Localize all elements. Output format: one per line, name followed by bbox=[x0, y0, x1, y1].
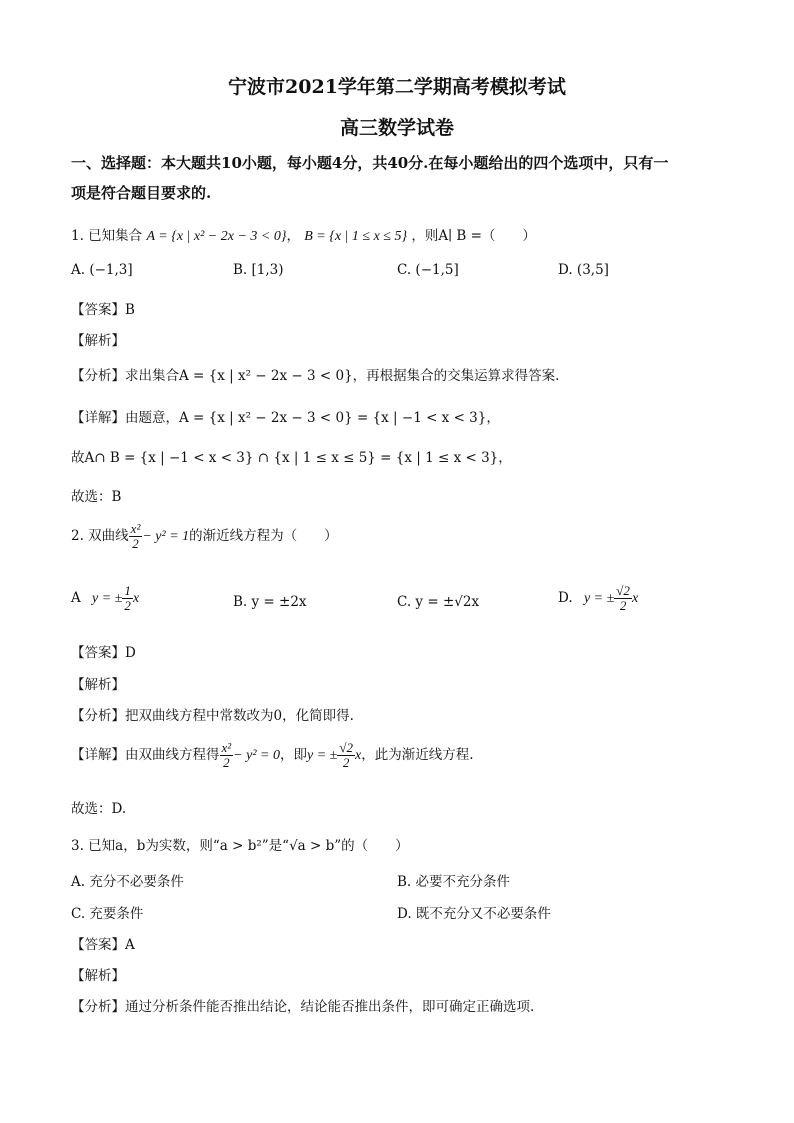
question-2-analysis-heading: 【解析】 bbox=[71, 677, 125, 693]
question-2-stem-post: 的渐近线方程为（ ） bbox=[189, 528, 338, 544]
fraction-x2-over-2: $\frac{\text{x²}}{2}$ bbox=[130, 521, 141, 551]
question-2-choice: 故选：D. bbox=[71, 801, 127, 817]
question-2-xiangjie-mid: ，即 bbox=[279, 747, 307, 763]
question-1-choice: 故选：B bbox=[71, 489, 122, 505]
page-title: 宁波市2021学年第二学期高考模拟考试 bbox=[228, 76, 566, 98]
question-3-answer: 【答案】A bbox=[71, 937, 135, 953]
question-2-xiangjie: 【详解】由双曲线方程得 $\frac{\text{x²}}{2}$ − y² = 0，即y = ± $\frac{√2}{2}$ x，此为渐近线方程. bbox=[71, 740, 474, 770]
question-1-option-d: D. (3,5] bbox=[558, 262, 609, 278]
question-1-option-b: B. [1,3) bbox=[233, 262, 284, 278]
question-3-option-c: C. 充要条件 bbox=[71, 906, 144, 922]
question-2-xiangjie-pre: 【详解】由双曲线方程得 bbox=[71, 747, 220, 763]
question-2-option-a: A y = ± $\frac{1}{2}$ x bbox=[71, 583, 140, 613]
fraction-sqrt2-over-2: $\frac{√2}{2}$ bbox=[616, 583, 630, 613]
question-1-stem-pre: 1. 已知集合 bbox=[71, 228, 143, 244]
question-3-stem: 3. 已知a，b为实数，则“a > b²”是“√a > b”的（ ） bbox=[71, 838, 409, 854]
page-subtitle: 高三数学试卷 bbox=[339, 117, 454, 139]
question-2-stem-pre: 2. 双曲线 bbox=[71, 528, 129, 544]
question-1-stem-post: ，则A∣ B =（ ） bbox=[411, 228, 536, 244]
question-1-set-b: B = {x | 1 ≤ x ≤ 5} bbox=[304, 229, 408, 244]
question-3-option-a: A. 充分不必要条件 bbox=[71, 874, 184, 890]
question-2-stem: 2. 双曲线 $\frac{\text{x²}}{2}$ − y² = 1的渐近线方程为（ ） bbox=[71, 521, 338, 551]
question-2-fenxi: 【分析】把双曲线方程中常数改为0，化简即得. bbox=[71, 708, 354, 724]
question-1-xiangjie-1: 【详解】由题意，A = {x | x² − 2x − 3 < 0} = {x | −1 < x < 3}， bbox=[71, 410, 500, 426]
section-instructions-line2: 项是符合题目要求的. bbox=[71, 184, 212, 202]
question-2-answer: 【答案】D bbox=[71, 645, 136, 661]
question-1-stem: 1. 已知集合 A = {x | x² − 2x − 3 < 0}， B = {x | 1 ≤ x ≤ 5} ，则A∣ B =（ ） bbox=[71, 228, 536, 244]
question-3-fenxi: 【分析】通过分析条件能否推出结论，结论能否推出条件，即可确定正确选项. bbox=[71, 999, 535, 1015]
question-1-set-a: A = {x | x² − 2x − 3 < 0} bbox=[146, 229, 287, 244]
question-3-option-b: B. 必要不充分条件 bbox=[397, 874, 511, 890]
question-2-option-d: D. y = ± $\frac{√2}{2}$ x bbox=[558, 583, 639, 613]
section-instructions-line1: 一、选择题：本大题共10小题，每小题4分，共40分.在每小题给出的四个选项中，只有一 bbox=[71, 154, 669, 172]
question-2-xiangjie-post: ，此为渐近线方程. bbox=[361, 747, 474, 763]
question-2-option-b: B. y = ±2x bbox=[233, 594, 307, 610]
fraction-x2-over-2-b: $\frac{\text{x²}}{2}$ bbox=[221, 740, 232, 770]
question-1-xiangjie-2: 故A∩ B = {x | −1 < x < 3} ∩ {x | 1 ≤ x ≤ 5} = {x | 1 ≤ x < 3}， bbox=[71, 450, 512, 466]
question-1-option-a: A. (−1,3] bbox=[71, 262, 133, 278]
question-3-analysis-heading: 【解析】 bbox=[71, 968, 125, 984]
question-1-answer: 【答案】B bbox=[71, 302, 135, 318]
question-1-fenxi: 【分析】求出集合A = {x | x² − 2x − 3 < 0}，再根据集合的交集运算求得答案. bbox=[71, 368, 560, 384]
question-1-option-c: C. (−1,5] bbox=[397, 262, 459, 278]
fraction-sqrt2-over-2-b: $\frac{√2}{2}$ bbox=[339, 740, 353, 770]
question-1-analysis-heading: 【解析】 bbox=[71, 333, 125, 349]
fraction-one-half: $\frac{1}{2}$ bbox=[124, 583, 131, 613]
question-2-option-a-label: A bbox=[71, 590, 81, 606]
question-2-option-d-label: D. bbox=[558, 590, 573, 606]
question-2-option-c: C. y = ±√2x bbox=[397, 594, 480, 610]
question-3-option-d: D. 既不充分又不必要条件 bbox=[397, 906, 551, 922]
